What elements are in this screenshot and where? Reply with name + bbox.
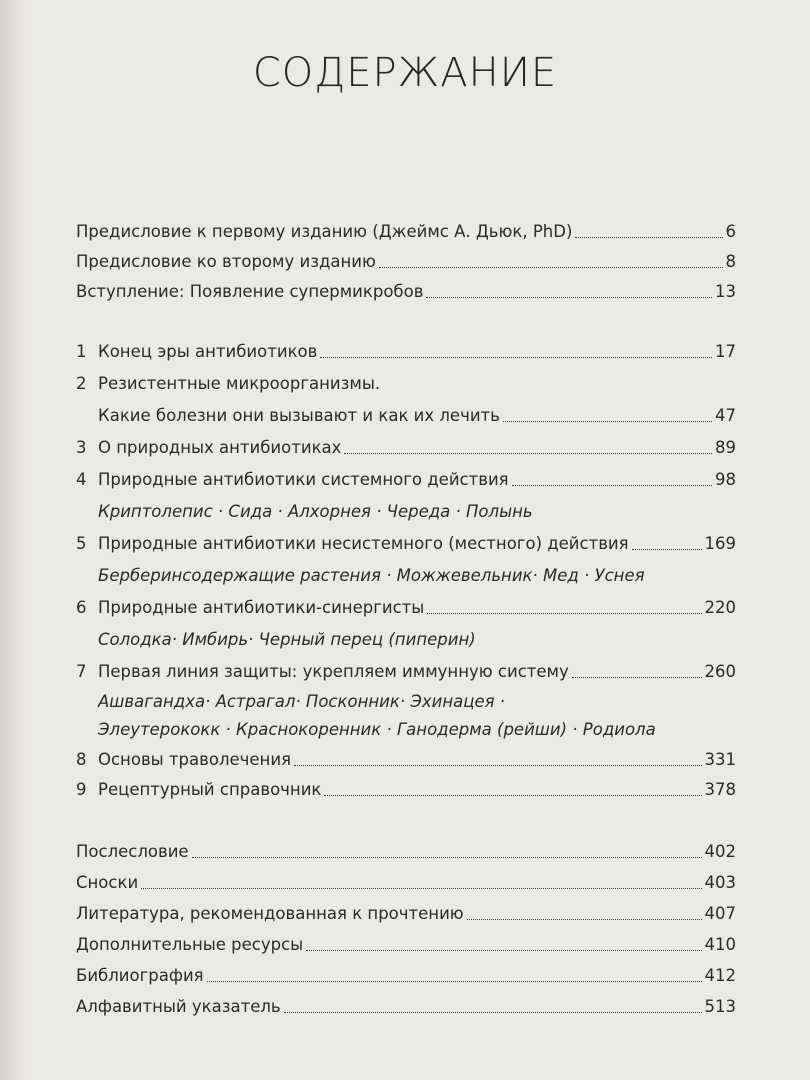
- chapter-page: 331: [704, 750, 736, 769]
- chapter-page: 220: [704, 598, 736, 617]
- chapter-subtopics: Элеутерококк · Краснокоренник · Ганодерма (рейши) · Родиола: [98, 720, 656, 739]
- toc-entry-page: 407: [704, 904, 736, 923]
- leader-dots: [632, 548, 702, 550]
- chapter-number: 1: [76, 342, 87, 361]
- chapter-title: Природные антибиотики системного действия: [98, 470, 509, 489]
- toc-chapter[interactable]: [76, 738, 736, 770]
- toc-entry[interactable]: [76, 270, 736, 302]
- leader-dots: [427, 612, 701, 614]
- chapter-page: 17: [715, 342, 736, 361]
- toc-entry[interactable]: [76, 861, 736, 893]
- toc-chapter[interactable]: [76, 458, 736, 490]
- chapter-number: 9: [76, 780, 87, 799]
- chapter-subtopics: Солодка· Имбирь· Черный перец (пиперин): [98, 630, 476, 649]
- chapter-subtopics: Криптолепис · Сида · Алхорнея · Череда · Полынь: [98, 502, 533, 521]
- leader-dots: [467, 918, 702, 920]
- chapter-number: 5: [76, 534, 87, 553]
- toc-entry-page: 402: [704, 842, 736, 861]
- chapter-number: 2: [76, 374, 87, 393]
- toc-chapter[interactable]: [76, 586, 736, 618]
- leader-dots: [575, 236, 722, 238]
- toc-entry[interactable]: [76, 923, 736, 955]
- leader-dots: [192, 856, 702, 858]
- leader-dots: [320, 356, 712, 358]
- chapter-number: 4: [76, 470, 87, 489]
- chapter-page: 378: [704, 780, 736, 799]
- leader-dots: [207, 980, 702, 982]
- chapter-number: 8: [76, 750, 87, 769]
- leader-dots: [306, 949, 701, 951]
- toc-entry[interactable]: [76, 240, 736, 272]
- leader-dots: [426, 296, 712, 298]
- chapter-title: Рецептурный справочник: [98, 780, 322, 799]
- chapter-page: 169: [704, 534, 736, 553]
- toc-chapter[interactable]: [76, 362, 736, 394]
- toc-entry-title: Дополнительные ресурсы: [76, 935, 304, 954]
- chapter-title: О природных антибиотиках: [98, 438, 342, 457]
- chapter-page: 260: [704, 662, 736, 681]
- chapter-number: 6: [76, 598, 87, 617]
- toc-entry[interactable]: [76, 830, 736, 862]
- toc-entry-title: Предисловие ко второму изданию: [76, 252, 376, 271]
- chapter-title: Конец эры антибиотиков: [98, 342, 318, 361]
- leader-dots: [344, 452, 712, 454]
- chapter-title-continuation: Какие болезни они вызывают и как их лечить: [98, 406, 500, 425]
- toc-entry[interactable]: [76, 210, 736, 242]
- toc-entry-title: Вступление: Появление супермикробов: [76, 282, 424, 301]
- leader-dots: [294, 764, 702, 766]
- toc-entry-title: Библиография: [76, 966, 204, 985]
- chapter-title: Первая линия защиты: укрепляем иммунную систему: [98, 662, 569, 681]
- toc-entry-title: Послесловие: [76, 842, 189, 861]
- toc-entry-page: 8: [725, 252, 736, 271]
- toc-entry-page: 403: [704, 873, 736, 892]
- toc-entry-title: Сноски: [76, 873, 139, 892]
- chapter-page: 89: [715, 438, 736, 457]
- toc-entry-title: Предисловие к первому изданию (Джеймс А. Дьюк, PhD): [76, 222, 573, 241]
- chapter-subtopics: Ашвагандха· Астрагал· Посконник· Эхинацея ·: [98, 692, 506, 711]
- chapter-title: Природные антибиотики несистемного (местного) действия: [98, 534, 629, 553]
- toc-entry-title: Алфавитный указатель: [76, 997, 281, 1016]
- toc-chapter[interactable]: [76, 768, 736, 800]
- leader-dots: [141, 887, 701, 889]
- leader-dots: [572, 676, 702, 678]
- toc-entry[interactable]: [76, 954, 736, 986]
- toc-entry[interactable]: [76, 985, 736, 1017]
- toc-entry-title: Литература, рекомендованная к прочтению: [76, 904, 464, 923]
- chapter-title: Основы траволечения: [98, 750, 291, 769]
- leader-dots: [284, 1011, 702, 1013]
- toc-entry-page: 13: [715, 282, 736, 301]
- chapter-page: 98: [715, 470, 736, 489]
- toc-chapter-continuation[interactable]: [98, 394, 736, 426]
- chapter-number: 3: [76, 438, 87, 457]
- toc-entry-page: 412: [704, 966, 736, 985]
- chapter-subtopics: Берберинсодержащие растения · Можжевельник· Мед · Уснея: [98, 566, 645, 585]
- toc-entry-page: 6: [725, 222, 736, 241]
- toc-chapter[interactable]: [76, 426, 736, 458]
- page-title: СОДЕРЖАНИЕ: [252, 50, 558, 96]
- toc-chapter[interactable]: [76, 522, 736, 554]
- leader-dots: [512, 484, 712, 486]
- page-edge-shadow: [0, 0, 26, 1080]
- toc-entry-page: 410: [704, 935, 736, 954]
- toc-chapter[interactable]: [76, 330, 736, 362]
- chapter-title: Природные антибиотики-синергисты: [98, 598, 425, 617]
- leader-dots: [324, 794, 701, 796]
- chapter-title: Резистентные микроорганизмы.: [98, 374, 381, 393]
- chapter-page: 47: [715, 406, 736, 425]
- toc-entry-page: 513: [704, 997, 736, 1016]
- toc-entry[interactable]: [76, 892, 736, 924]
- toc-chapter[interactable]: [76, 650, 736, 682]
- leader-dots: [379, 266, 723, 268]
- leader-dots: [503, 420, 712, 422]
- chapter-number: 7: [76, 662, 87, 681]
